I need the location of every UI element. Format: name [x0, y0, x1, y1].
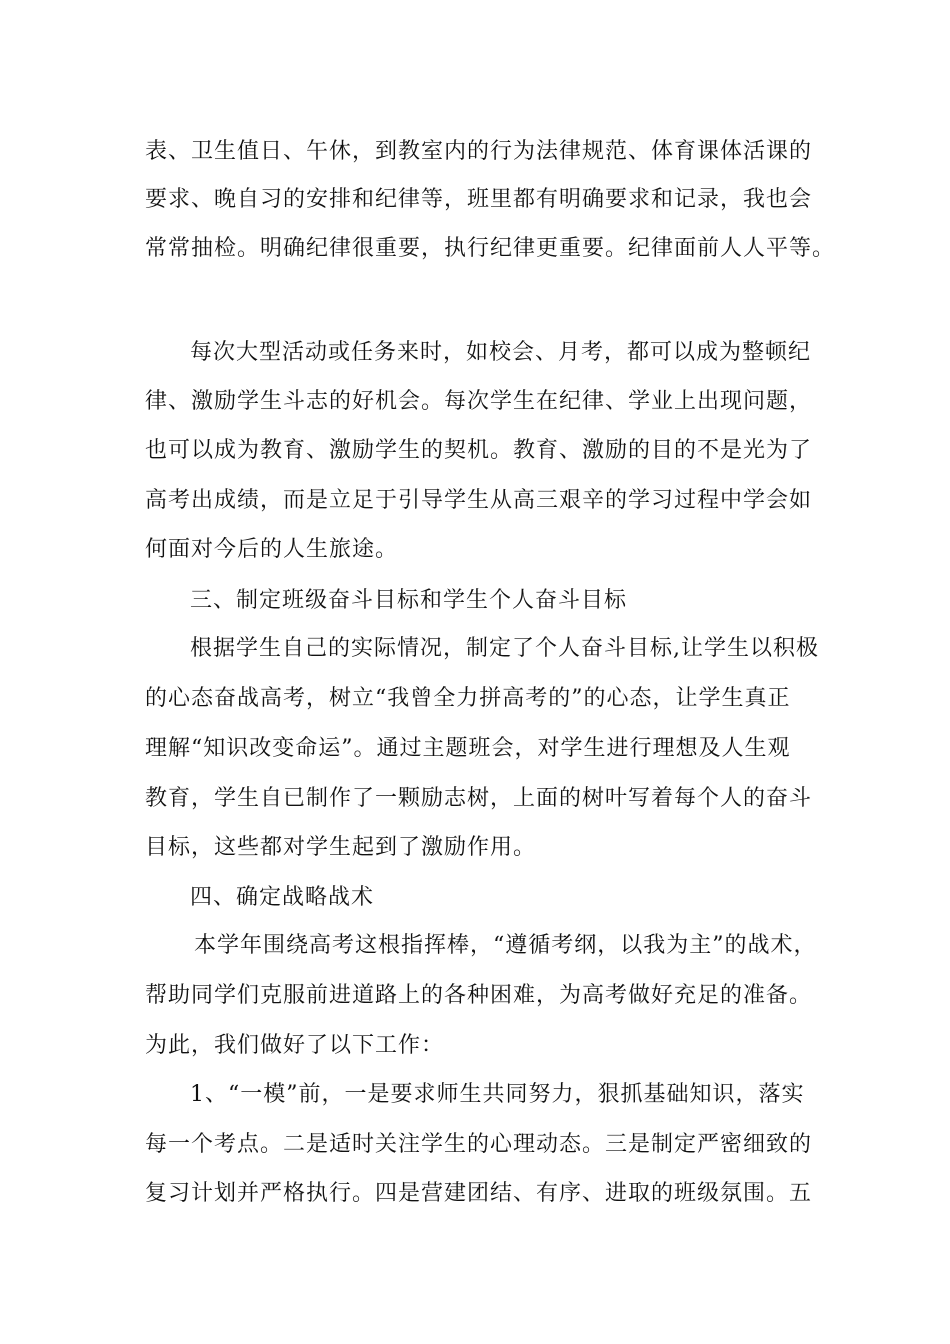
text-line: 每一个考点。二是适时关注学生的心理动态。三是制定严密细致的 [145, 1132, 813, 1157]
text-line: 表、卫生值日、午休，到教室内的行为法律规范、体育课体活课的 [145, 139, 813, 164]
section-heading: 四、确定战略战术 [190, 885, 375, 910]
text-line: 为此，我们做好了以下工作： [145, 1033, 445, 1058]
text-line: 目标，这些都对学生起到了激励作用。 [145, 835, 537, 860]
text-line: 的心态奋战高考，树立“我曾全力拼高考的”的心态，让学生真正 [145, 686, 791, 711]
text-line: 高考出成绩，而是立足于引导学生从高三艰辛的学习过程中学会如 [145, 488, 813, 513]
text-line: 也可以成为教育、激励学生的契机。教育、激励的目的不是光为了 [145, 438, 813, 463]
text-line: 复习计划并严格执行。四是营建团结、有序、进取的班级氛围。五 [145, 1181, 813, 1206]
text-line: 律、激励学生斗志的好机会。每次学生在纪律、学业上出现问题， [145, 389, 813, 414]
section-heading: 三、制定班级奋斗目标和学生个人奋斗目标 [190, 588, 628, 613]
text-line: 要求、晚自习的安排和纪律等，班里都有明确要求和记录，我也会 [145, 187, 813, 212]
text-line: 帮助同学们克服前进道路上的各种困难，为高考做好充足的准备。 [145, 983, 813, 1008]
text-line: 教育，学生自已制作了一颗励志树，上面的树叶写着每个人的奋斗 [145, 786, 813, 811]
paragraph-first-line: 根据学生自己的实际情况，制定了个人奋斗目标,让学生以积极 [190, 636, 819, 661]
text-line: 常常抽检。明确纪律很重要，执行纪律更重要。纪律面前人人平等。 [145, 236, 836, 261]
paragraph-first-line: 本学年围绕高考这根指挥棒，“遵循考纲，以我为主”的战术， [194, 933, 817, 958]
text-line: 理解“知识改变命运”。通过主题班会，对学生进行理想及人生观 [145, 736, 791, 761]
paragraph-first-line: 每次大型活动或任务来时，如校会、月考，都可以成为整顿纪 [190, 340, 812, 365]
text-line: 何面对今后的人生旅途。 [145, 537, 399, 562]
paragraph-first-line: 1、“一模”前，一是要求师生共同努力，狠抓基础知识，落实 [190, 1082, 805, 1107]
